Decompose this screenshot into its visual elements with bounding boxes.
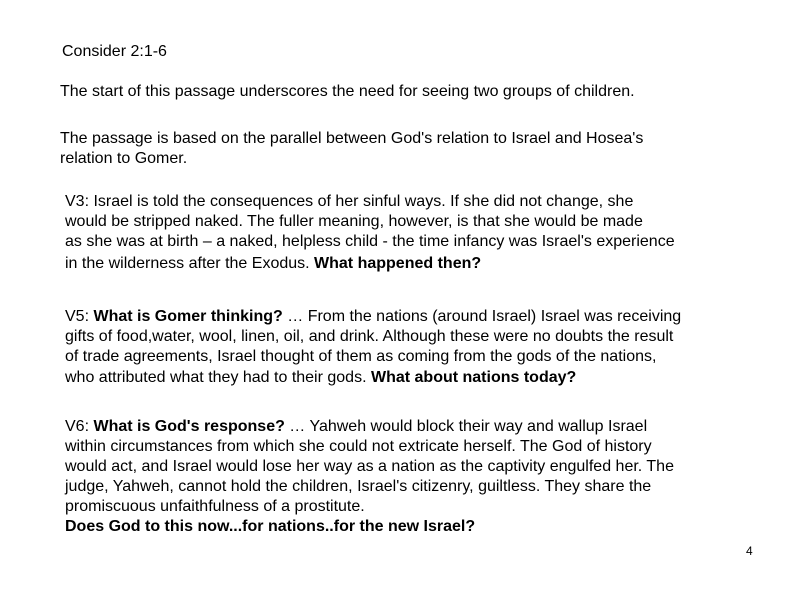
page-number: 4	[746, 544, 753, 558]
v5-first-rest: … From the nations (around Israel) Israel was receiving	[282, 308, 682, 325]
v5-question: What is Gomer thinking?	[93, 308, 283, 325]
parallel-line: relation to Gomer.	[60, 150, 188, 167]
v6-closing-question: Does God to this now...for nations..for the new Israel?	[65, 518, 476, 535]
v6-line: judge, Yahweh, cannot hold the children, Israel's citizenry, guiltless. They share the	[65, 478, 652, 495]
v6-line: promiscuous unfaithfulness of a prostitute.	[65, 498, 365, 515]
v5-prefix: V5:	[65, 308, 94, 325]
slide-heading: Consider 2:1-6	[62, 43, 167, 60]
v5-last-text: who attributed what they had to their gods.	[65, 369, 371, 386]
v5-line	[65, 307, 681, 327]
v6-line: would act, and Israel would lose her way as a nation as the captivity engulfed her. The	[65, 458, 674, 475]
intro-paragraph: The start of this passage underscores the need for seeing two groups of children.	[60, 83, 635, 100]
v3-line	[65, 254, 481, 274]
v6-line	[65, 417, 647, 437]
v6-line: within circumstances from which she could not extricate herself. The God of history	[65, 438, 652, 455]
v3-line: would be stripped naked. The fuller meaning, however, is that she would be made	[65, 213, 643, 230]
v5-line: gifts of food,water, wool, linen, oil, and drink. Although these were no doubts the result	[65, 328, 674, 345]
v5-line	[65, 368, 576, 388]
parallel-line: The passage is based on the parallel between God's relation to Israel and Hosea's	[60, 130, 644, 147]
v3-line: as she was at birth – a naked, helpless child - the time infancy was Israel's experience	[65, 233, 675, 250]
v5-line: of trade agreements, Israel thought of them as coming from the gods of the nations,	[65, 348, 657, 365]
v3-last-text: in the wilderness after the Exodus.	[65, 255, 315, 272]
v5-question2: What about nations today?	[370, 369, 577, 386]
v6-question: What is God's response?	[93, 418, 285, 435]
v6-first-rest: … Yahweh would block their way and wallup Israel	[284, 418, 648, 435]
v3-line: V3: Israel is told the consequences of her sinful ways. If she did not change, she	[65, 193, 634, 210]
v3-question: What happened then?	[314, 255, 482, 272]
v6-prefix: V6:	[65, 418, 94, 435]
